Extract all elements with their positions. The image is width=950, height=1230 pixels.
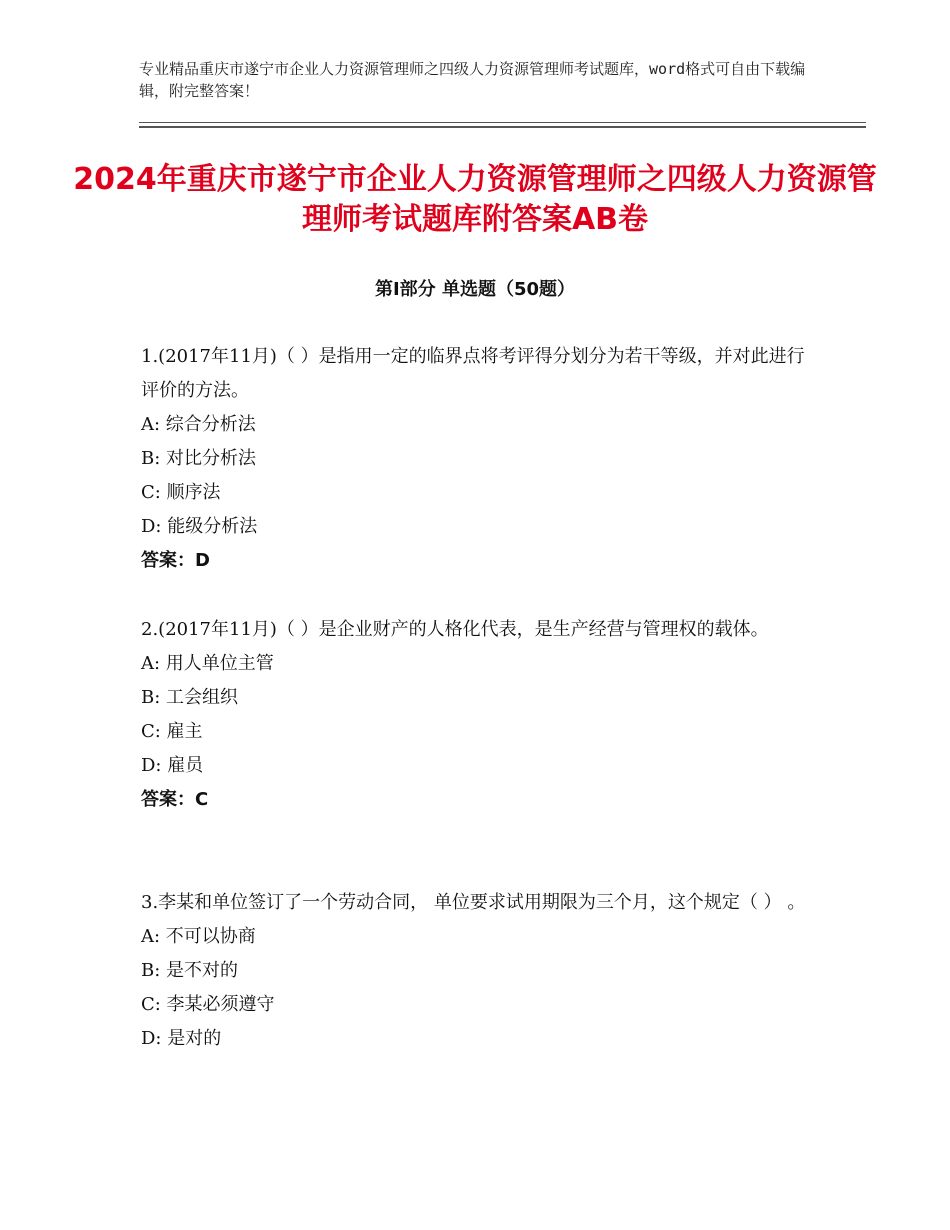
question-stem: 1.(2017年11月)（ ）是指用一定的临界点将考评得分划分为若干等级，并对此进行评价的方法。 xyxy=(141,346,805,401)
header-divider-thin xyxy=(139,122,866,123)
option-b: B: 是不对的 xyxy=(141,960,239,981)
answer-key: 答案：D xyxy=(141,550,210,571)
option-a: A: 用人单位主管 xyxy=(141,653,274,674)
option-a: A: 综合分析法 xyxy=(141,414,256,435)
option-a: A: 不可以协商 xyxy=(141,926,256,947)
header-divider-thick xyxy=(139,126,866,128)
option-b: B: 对比分析法 xyxy=(141,448,257,469)
answer-key: 答案：C xyxy=(141,789,209,810)
question-2 xyxy=(141,613,821,817)
option-c: C: 顺序法 xyxy=(141,482,221,503)
option-c: C: 雇主 xyxy=(141,721,203,742)
question-stem: 3.李某和单位签订了一个劳动合同， 单位要求试用期限为三个月，这个规定（ ） 。 xyxy=(141,892,806,913)
option-b: B: 工会组织 xyxy=(141,687,239,708)
section-title: 第Ⅰ部分 单选题（50题） xyxy=(374,279,575,300)
option-d: D: 是对的 xyxy=(141,1028,222,1049)
option-d: D: 雇员 xyxy=(141,755,204,776)
header-note: 专业精品重庆市遂宁市企业人力资源管理师之四级人力资源管理师考试题库，word格式可自由下载编辑，附完整答案！ xyxy=(139,60,806,100)
option-d: D: 能级分析法 xyxy=(141,516,258,537)
option-c: C: 李某必须遵守 xyxy=(141,994,275,1015)
document-title: 2024年重庆市遂宁市企业人力资源管理师之四级人力资源管理师考试题库附答案AB卷 xyxy=(73,162,877,237)
question-3 xyxy=(141,886,821,1056)
question-stem: 2.(2017年11月)（ ）是企业财产的人格化代表，是生产经营与管理权的载体。 xyxy=(141,619,769,640)
question-1 xyxy=(141,340,821,578)
